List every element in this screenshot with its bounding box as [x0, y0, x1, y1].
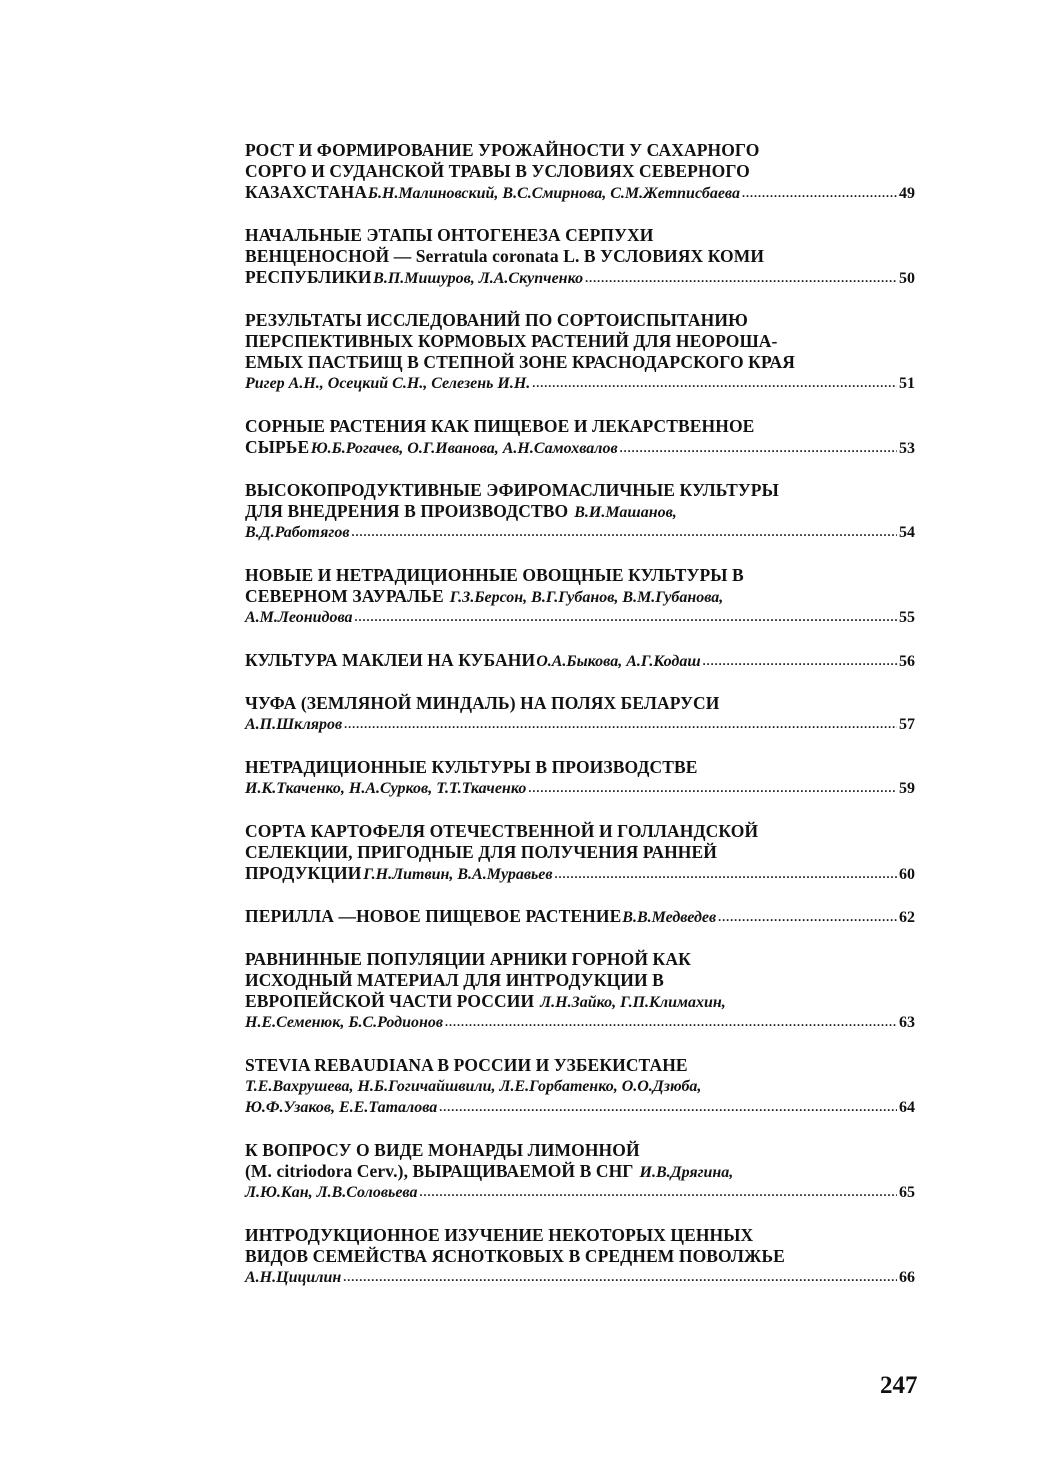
- entry-page-number: 63: [899, 1014, 915, 1031]
- dot-leader: [718, 907, 897, 928]
- entry-page-number: 53: [899, 440, 915, 457]
- toc-line: [245, 373, 915, 394]
- toc-line: [245, 778, 915, 799]
- entry-title: ВЫСОКОПРОДУКТИВНЫЕ ЭФИРОМАСЛИЧНЫЕ КУЛЬТУРЫ: [245, 480, 779, 500]
- toc-line: [245, 1182, 915, 1203]
- entry-page-number: 65: [899, 1184, 915, 1201]
- toc-line: [245, 906, 915, 927]
- toc-entry: [245, 949, 915, 1033]
- toc-line: [245, 331, 915, 352]
- entry-authors: В.Д.Работягов: [245, 524, 350, 541]
- toc-line: [245, 246, 915, 267]
- entry-title: ЕМЫХ ПАСТБИЩ В СТЕПНОЙ ЗОНЕ КРАСНОДАРСКОГО КРАЯ: [245, 352, 795, 372]
- entry-title: ВИДОВ СЕМЕЙСТВА ЯСНОТКОВЫХ В СРЕДНЕМ ПОВОЛЖЬЕ: [245, 1246, 785, 1266]
- entry-page-number: 66: [899, 1269, 915, 1286]
- page-number: 247: [880, 1372, 918, 1399]
- entry-title: СЕВЕРНОМ ЗАУРАЛЬЕ: [245, 586, 444, 606]
- toc-line: [245, 267, 915, 288]
- entry-page-number: 49: [899, 185, 915, 202]
- toc-line: [245, 161, 915, 182]
- dot-leader: [439, 1097, 897, 1118]
- toc-entry: [245, 225, 915, 288]
- entry-authors: А.П.Шкляров: [245, 716, 343, 733]
- toc-line: [245, 1246, 915, 1267]
- entry-authors: Л.Н.Зайко, Г.П.Климахин,: [540, 994, 726, 1011]
- entry-page-number: 59: [899, 780, 915, 797]
- toc-entry: [245, 1225, 915, 1288]
- toc-line: [245, 501, 915, 522]
- entry-title: СЕЛЕКЦИИ, ПРИГОДНЫЕ ДЛЯ ПОЛУЧЕНИЯ РАННЕЙ: [245, 842, 717, 862]
- toc-entry: [245, 1140, 915, 1203]
- entry-page-number: 62: [899, 909, 915, 926]
- dot-leader: [355, 607, 897, 628]
- toc-entry: [245, 650, 915, 671]
- toc-line: [245, 863, 915, 884]
- entry-title: СОРТА КАРТОФЕЛЯ ОТЕЧЕСТВЕННОЙ И ГОЛЛАНДСКОЙ: [245, 821, 759, 841]
- entry-authors: О.А.Быкова, А.Г.Кодаш: [536, 653, 701, 670]
- toc-line: [245, 182, 915, 203]
- toc-line: [245, 949, 915, 970]
- toc-entry: [245, 821, 915, 884]
- entry-page-number: 57: [899, 716, 915, 733]
- toc-line: [245, 1097, 915, 1118]
- entry-title: ЧУФА (ЗЕМЛЯНОЙ МИНДАЛЬ) НА ПОЛЯХ БЕЛАРУСИ: [245, 693, 720, 713]
- toc-entry: [245, 480, 915, 543]
- toc-line: [245, 821, 915, 842]
- toc-line: [245, 416, 915, 437]
- entry-page-number: 50: [899, 270, 915, 287]
- entry-title: НЕТРАДИЦИОННЫЕ КУЛЬТУРЫ В ПРОИЗВОДСТВЕ: [245, 757, 698, 777]
- dot-leader: [620, 438, 897, 459]
- toc-line: [245, 586, 915, 607]
- entry-authors: Г.З.Берсон, В.Г.Губанов, В.М.Губанова,: [449, 589, 724, 606]
- toc-line: [245, 607, 915, 628]
- entry-authors: Т.Е.Вахрушева, Н.Б.Гогичайшвили, Л.Е.Горбатенко, О.О.Дзюба,: [245, 1078, 702, 1095]
- toc-entry: [245, 1055, 915, 1118]
- toc-line: [245, 1225, 915, 1246]
- entry-authors: Г.Н.Литвин, В.А.Муравьев: [363, 866, 553, 883]
- entry-title: ПЕРИЛЛА —НОВОЕ ПИЩЕВОЕ РАСТЕНИЕ: [245, 906, 622, 926]
- toc-entry: [245, 757, 915, 799]
- entry-authors: А.М.Леонидова: [245, 609, 353, 626]
- entry-title: РЕСПУБЛИКИ: [245, 267, 372, 287]
- entry-page-number: 60: [899, 866, 915, 883]
- toc-entry: [245, 310, 915, 394]
- toc-line: [245, 650, 915, 671]
- toc-line: [245, 522, 915, 543]
- toc-line: [245, 1267, 915, 1288]
- dot-leader: [351, 522, 897, 543]
- dot-leader: [528, 778, 897, 799]
- entry-page-number: 54: [899, 524, 915, 541]
- entry-title: ПРОДУКЦИИ: [245, 863, 362, 883]
- toc-entry: [245, 140, 915, 203]
- toc-line: [245, 310, 915, 331]
- dot-leader: [344, 714, 897, 735]
- entry-title: РЕЗУЛЬТАТЫ ИССЛЕДОВАНИЙ ПО СОРТОИСПЫТАНИЮ: [245, 310, 748, 330]
- entry-title: РОСТ И ФОРМИРОВАНИЕ УРОЖАЙНОСТИ У САХАРНОГО: [245, 140, 760, 160]
- entry-page-number: 64: [899, 1099, 915, 1116]
- entry-authors: Ригер А.Н., Осецкий С.Н., Селезень И.Н.: [245, 375, 531, 392]
- dot-leader: [742, 183, 897, 204]
- entry-title: ПЕРСПЕКТИВНЫХ КОРМОВЫХ РАСТЕНИЙ ДЛЯ НЕОРОША-: [245, 331, 778, 351]
- toc-entry: [245, 693, 915, 735]
- entry-page-number: 56: [899, 653, 915, 670]
- entry-title: ВЕНЦЕНОСНОЙ — Serratula coronata L. В УСЛОВИЯХ КОМИ: [245, 246, 765, 266]
- entry-title: К ВОПРОСУ О ВИДЕ МОНАРДЫ ЛИМОННОЙ: [245, 1140, 640, 1160]
- entry-title: (M. citriodora Cerv.), ВЫРАЩИВАЕМОЙ В СНГ: [245, 1161, 634, 1181]
- dot-leader: [532, 373, 897, 394]
- entry-page-number: 55: [899, 609, 915, 626]
- entry-title: STEVIA REBAUDIANA В РОССИИ И УЗБЕКИСТАНЕ: [245, 1055, 688, 1075]
- dot-leader: [445, 1012, 897, 1033]
- entry-title: КАЗАХСТАНА: [245, 182, 368, 202]
- toc-entry: [245, 906, 915, 927]
- toc-entry: [245, 416, 915, 458]
- toc-line: [245, 714, 915, 735]
- toc-line: [245, 991, 915, 1012]
- toc-line: [245, 225, 915, 246]
- entry-title: ИСХОДНЫЙ МАТЕРИАЛ ДЛЯ ИНТРОДУКЦИИ В: [245, 970, 664, 990]
- toc-line: [245, 970, 915, 991]
- table-of-contents: [245, 140, 915, 1288]
- entry-authors: И.К.Ткаченко, Н.А.Сурков, Т.Т.Ткаченко: [245, 780, 527, 797]
- entry-title: СЫРЬЕ: [245, 437, 310, 457]
- entry-authors: Л.Ю.Кан, Л.В.Соловьева: [245, 1184, 418, 1201]
- entry-authors: Б.Н.Малиновский, В.С.Смирнова, С.М.Жетписбаева: [367, 185, 740, 202]
- entry-title: ДЛЯ ВНЕДРЕНИЯ В ПРОИЗВОДСТВО: [245, 501, 569, 521]
- dot-leader: [585, 268, 897, 289]
- entry-title: КУЛЬТУРА МАКЛЕИ НА КУБАНИ: [245, 650, 536, 670]
- entry-authors: Ю.Ф.Узаков, Е.Е.Таталова: [245, 1099, 438, 1116]
- toc-line: [245, 757, 915, 778]
- toc-entry: [245, 565, 915, 628]
- dot-leader: [555, 864, 897, 885]
- toc-line: [245, 693, 915, 714]
- toc-line: [245, 140, 915, 161]
- entry-title: НОВЫЕ И НЕТРАДИЦИОННЫЕ ОВОЩНЫЕ КУЛЬТУРЫ В: [245, 565, 744, 585]
- toc-line: [245, 352, 915, 373]
- entry-title: РАВНИННЫЕ ПОПУЛЯЦИИ АРНИКИ ГОРНОЙ КАК: [245, 949, 691, 969]
- entry-authors: В.И.Машанов,: [574, 504, 677, 521]
- entry-title: ЕВРОПЕЙСКОЙ ЧАСТИ РОССИИ: [245, 991, 535, 1011]
- toc-line: [245, 437, 915, 458]
- dot-leader: [343, 1267, 897, 1288]
- entry-title: СОРНЫЕ РАСТЕНИЯ КАК ПИЩЕВОЕ И ЛЕКАРСТВЕННОЕ: [245, 416, 755, 436]
- toc-line: [245, 565, 915, 586]
- entry-title: НАЧАЛЬНЫЕ ЭТАПЫ ОНТОГЕНЕЗА СЕРПУХИ: [245, 225, 654, 245]
- entry-authors: В.В.Медведев: [622, 909, 717, 926]
- dot-leader: [419, 1182, 897, 1203]
- entry-authors: Ю.Б.Рогачев, О.Г.Иванова, А.Н.Самохвалов: [310, 440, 618, 457]
- entry-title: ИНТРОДУКЦИОННОЕ ИЗУЧЕНИЕ НЕКОТОРЫХ ЦЕННЫХ: [245, 1225, 754, 1245]
- toc-line: [245, 1161, 915, 1182]
- toc-line: [245, 1055, 915, 1076]
- entry-authors: И.В.Дрягина,: [639, 1164, 734, 1181]
- dot-leader: [703, 651, 897, 672]
- entry-authors: Н.Е.Семенюк, Б.С.Родионов: [245, 1014, 444, 1031]
- toc-line: [245, 842, 915, 863]
- toc-line: [245, 480, 915, 501]
- entry-authors: А.Н.Цицилин: [245, 1269, 342, 1286]
- toc-line: [245, 1076, 915, 1097]
- entry-page-number: 51: [899, 375, 915, 392]
- toc-line: [245, 1012, 915, 1033]
- toc-line: [245, 1140, 915, 1161]
- entry-title: СОРГО И СУДАНСКОЙ ТРАВЫ В УСЛОВИЯХ СЕВЕРНОГО: [245, 161, 750, 181]
- entry-authors: В.П.Мишуров, Л.А.Скупченко: [373, 270, 584, 287]
